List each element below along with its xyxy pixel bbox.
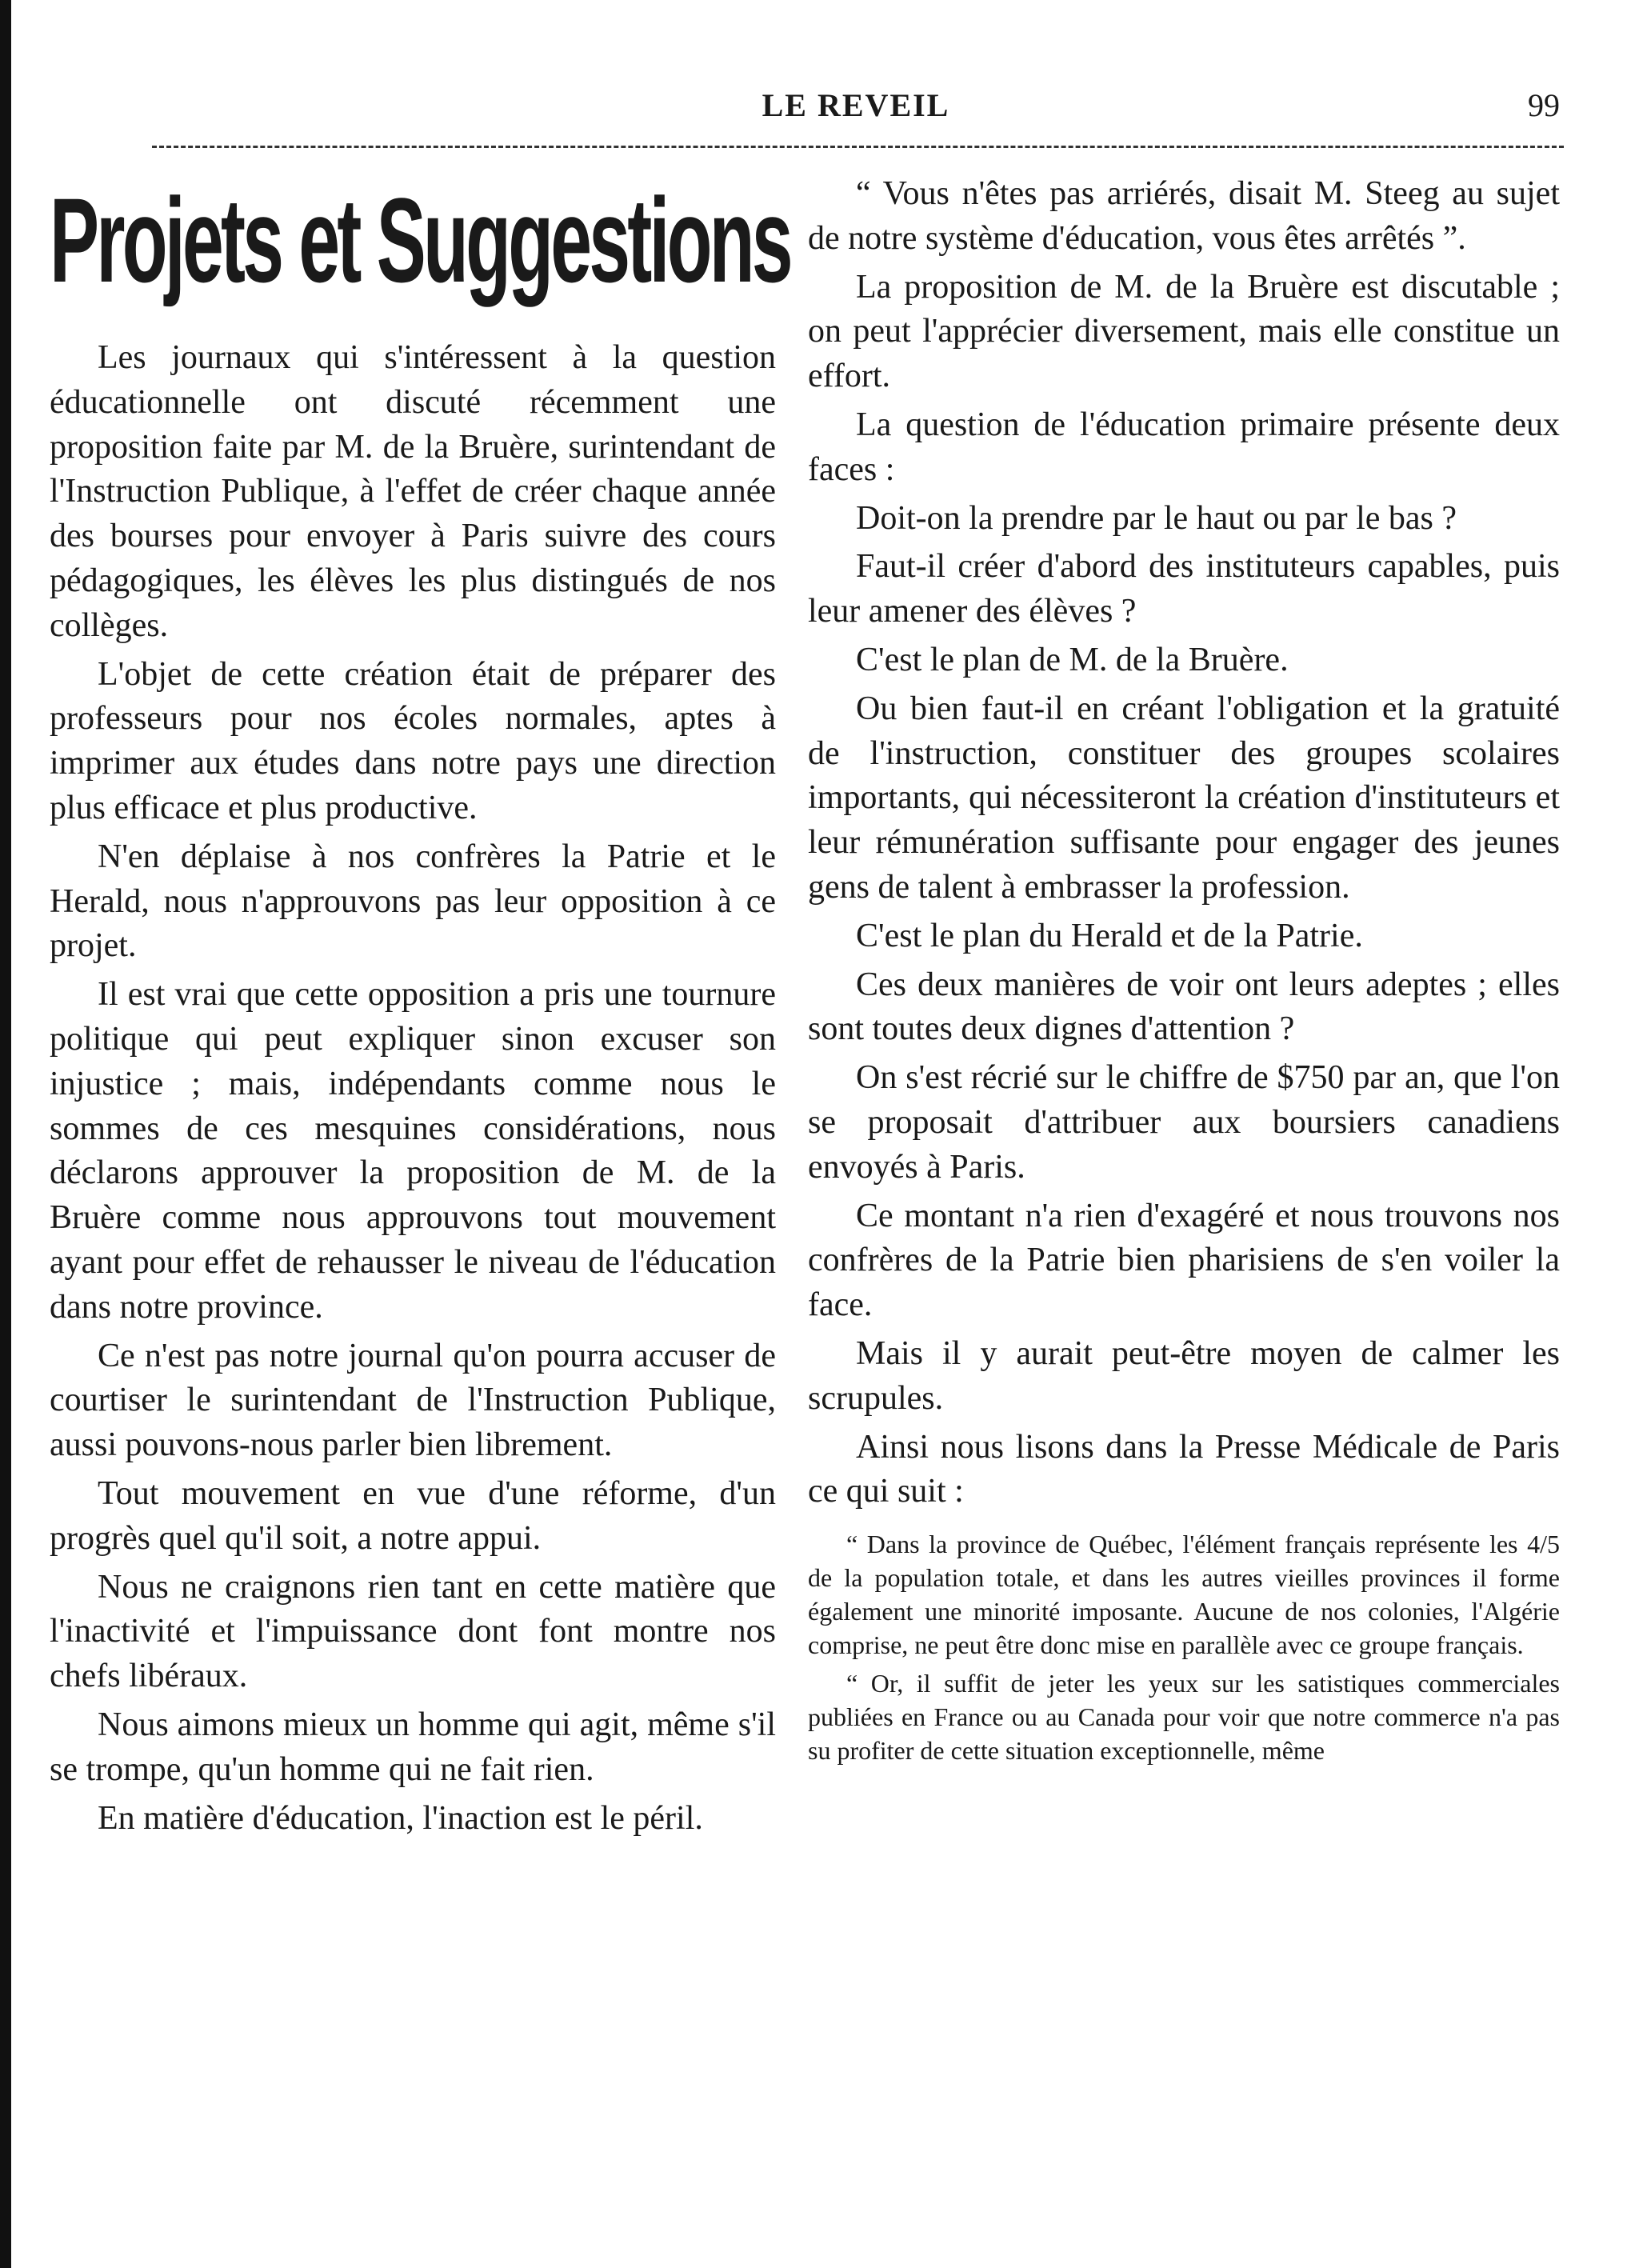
running-title: LE REVEIL [762,87,950,123]
article-headline: Projets et Suggestions [50,173,790,307]
right-paragraph-12: Mais il y aurait peut-être moyen de calmer les scrupules. [808,1334,1560,1417]
right-paragraph-5: Faut-il créer d'abord des instituteurs capables, puis leur amener des élèves ? [808,548,1560,630]
running-header [152,86,1560,134]
left-paragraph-7: Nous ne craignons rien tant en cette matière que l'inactivité et l'impuissance dont font montre nos chefs libéraux. [50,1568,776,1695]
left-paragraph-1: Les journaux qui s'intéressent à la question éducationnelle ont discuté récemment une proposition faite par M. de la Bruère, surintendant de l'Instruction Publique, à l'effet de créer chaque année des bourses pour envoyer à Paris suivre des cours pédagogiques, les élèves les plus distingués de nos collèges. [50,339,776,644]
quote-paragraph-1: “ Dans la province de Québec, l'élément français représente les 4/5 de la population totale, et dans les autres vieilles provinces il forme également une minorité imposante. Aucune de nos colonies, l'Algérie comprise, ne peut être donc mise en parallèle avec ce groupe français. [808,1530,1560,1660]
right-paragraph-11: Ce montant n'a rien d'exagéré et nous trouvons nos confrères de la Patrie bien pharisiens de s'en voiler la face. [808,1197,1560,1324]
left-paragraph-9: En matière d'éducation, l'inaction est le péril. [98,1799,703,1837]
right-paragraph-13: Ainsi nous lisons dans la Presse Médicale de Paris ce qui suit : [808,1428,1560,1510]
left-paragraph-6: Tout mouvement en vue d'une réforme, d'un progrès quel qu'il soit, a notre appui. [50,1474,776,1557]
right-paragraph-2: La proposition de M. de la Bruère est discutable ; on peut l'apprécier diversement, mais elle constitue un effort. [808,268,1560,395]
page-edge-bar [0,0,11,2268]
right-paragraph-8: C'est le plan du Herald et de la Patrie. [856,917,1363,954]
right-column [808,172,1560,1772]
quoted-excerpt [808,1527,1560,1767]
right-paragraph-4: Doit-on la prendre par le haut ou par le bas ? [856,499,1457,537]
left-paragraph-8: Nous aimons mieux un homme qui agit, même s'il se trompe, qu'un homme qui ne fait rien. [50,1706,776,1788]
left-paragraph-5: Ce n'est pas notre journal qu'on pourra accuser de courtiser le surintendant de l'Instruction Publique, aussi pouvons-nous parler bien librement. [50,1337,776,1464]
left-column [50,172,790,1845]
left-paragraph-4: Il est vrai que cette opposition a pris une tournure politique qui peut expliquer sinon excuser son injustice ; mais, indépendants comme nous le sommes de ces mesquines considérations, nous déclarons approuver la proposition de M. de la Bruère comme nous approuvons tout mouvement ayant pour effet de rehausser le niveau de l'éducation dans notre province. [50,976,776,1326]
left-paragraph-2: L'objet de cette création était de préparer des professeurs pour nos écoles normales, aptes à imprimer aux études dans notre pays une direction plus efficace et plus productive. [50,655,776,826]
right-paragraph-9: Ces deux manières de voir ont leurs adeptes ; elles sont toutes deux dignes d'attention ? [808,966,1560,1048]
right-paragraph-3: La question de l'éducation primaire présente deux faces : [808,406,1560,488]
right-paragraph-1: “ Vous n'êtes pas arriérés, disait M. Steeg au sujet de notre système d'éducation, vous êtes arrêtés ”. [808,175,1560,257]
page-number: 99 [1528,87,1560,123]
header-rule [152,146,1564,148]
quote-paragraph-2: “ Or, il suffit de jeter les yeux sur les satistiques commerciales publiées en France ou au Canada pour voir que notre commerce n'a pas su profiter de cette situation exceptionnelle, même [808,1669,1560,1766]
right-paragraph-10: On s'est récrié sur le chiffre de $750 par an, que l'on se proposait d'attribuer aux boursiers canadiens envoyés à Paris. [808,1059,1560,1186]
left-paragraph-3: N'en déplaise à nos confrères la Patrie et le Herald, nous n'approuvons pas leur opposition à ce projet. [50,838,776,965]
right-paragraph-7: Ou bien faut-il en créant l'obligation et la gratuité de l'instruction, constituer des groupes scolaires importants, qui nécessiteront la création d'instituteurs et leur rémunération suffisante pour engager des jeunes gens de talent à embrasser la profession. [808,690,1560,906]
right-paragraph-6: C'est le plan de M. de la Bruère. [856,641,1289,678]
